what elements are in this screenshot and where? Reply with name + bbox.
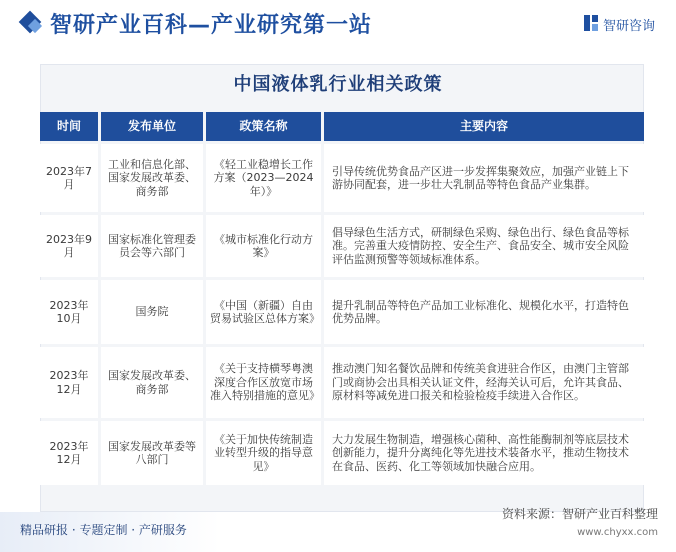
header-content: 主要内容 <box>324 112 644 141</box>
table-row <box>40 421 644 485</box>
cell-content: 提升乳制品等特色产品加工业标准化、规模化水平，打造特色优势品牌。 <box>324 280 644 344</box>
cell-publisher: 工业和信息化部、国家发展改革委、商务部 <box>101 144 203 212</box>
brand-name: 智研咨询 <box>603 19 656 34</box>
header <box>0 0 676 48</box>
table-row <box>40 215 644 277</box>
cell-time: 2023年9月 <box>40 215 98 277</box>
cell-content: 推动澳门知名餐饮品牌和传统美食进驻合作区，由澳门主管部门或商协会出具相关认证文件，经海关认可后，允许其食品、原材料等减免进口报关和检验检疫手续进入合作区。 <box>324 347 644 418</box>
cell-policy-name: 《关于支持横琴粤澳深度合作区放宽市场准入特别措施的意见》 <box>206 347 321 418</box>
cell-policy-name: 《关于加快传统制造业转型升级的指导意见》 <box>206 421 321 485</box>
cell-publisher: 国家发展改革委、商务部 <box>101 347 203 418</box>
cell-publisher: 国家发展改革委等八部门 <box>101 421 203 485</box>
table-row <box>40 144 644 212</box>
table-row <box>40 347 644 418</box>
brand-logo-icon <box>583 14 599 32</box>
cell-content: 引导传统优势食品产区进一步发挥集聚效应，加强产业链上下游协同配套，进一步壮大乳制品等特色食品产业集群。 <box>324 144 644 212</box>
cell-time: 2023年12月 <box>40 421 98 485</box>
card-title: 中国液体乳行业相关政策 <box>233 74 443 95</box>
header-publisher: 发布单位 <box>101 112 203 141</box>
header-policy-name: 政策名称 <box>206 112 321 141</box>
cell-content: 倡导绿色生活方式，研制绿色采购、绿色出行、绿色食品等标准。完善重大疫情防控、安全生产、食品安全、城市安全风险评估监测预警等领域标准体系。 <box>324 215 644 277</box>
site-title: 智研产业百科—产业研究第一站 <box>50 13 373 38</box>
cell-publisher: 国家标准化管理委员会等六部门 <box>101 215 203 277</box>
cell-policy-name: 《中国（新疆）自由贸易试验区总体方案》 <box>206 280 321 344</box>
cell-publisher: 国务院 <box>101 280 203 344</box>
cell-time: 2023年12月 <box>40 347 98 418</box>
header-time: 时间 <box>40 112 98 141</box>
table-header <box>40 112 644 141</box>
cell-time: 2023年7月 <box>40 144 98 212</box>
source-note: 资料来源：智研产业百科整理 <box>501 507 658 521</box>
cell-policy-name: 《轻工业稳增长工作方案（2023—2024年）》 <box>206 144 321 212</box>
footer-tagline: 精品研报 · 专题定制 · 产研服务 <box>20 523 187 537</box>
cell-policy-name: 《城市标准化行动方案》 <box>206 215 321 277</box>
cell-content: 大力发展生物制造，增强核心菌种、高性能酶制剂等底层技术创新能力，提升分离纯化等先进技术装备水平，推动生物技术在食品、医药、化工等领域加快融合应用。 <box>324 421 644 485</box>
source-url: www.chyxx.com <box>577 527 658 538</box>
cell-time: 2023年10月 <box>40 280 98 344</box>
table-row <box>40 280 644 344</box>
